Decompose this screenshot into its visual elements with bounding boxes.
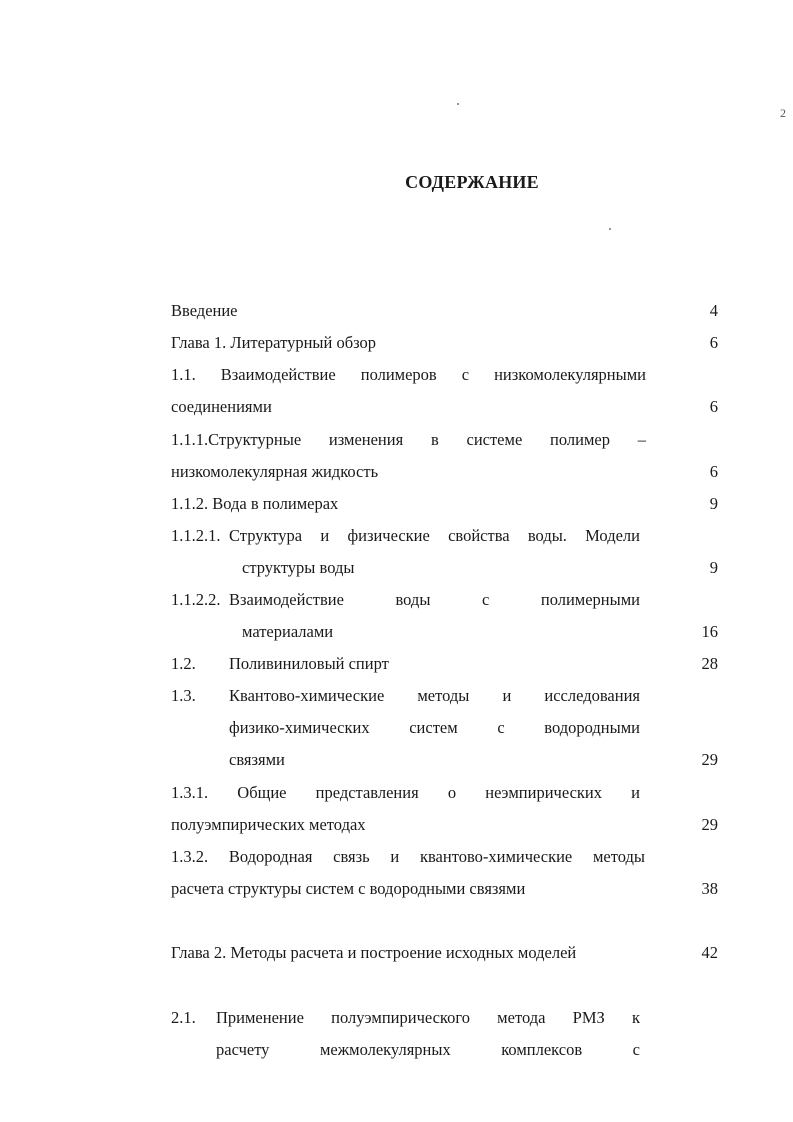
toc-number-1-3: 1.3. — [171, 686, 196, 705]
toc-entry-1-3-line3: связями — [229, 750, 285, 769]
toc-page-1-1-2-1: 9 — [709, 558, 718, 577]
toc-number-1-1-2-2: 1.1.2.2. — [171, 590, 221, 609]
toc-page-intro: 4 — [709, 301, 718, 320]
toc-entry-1-3-1-line1: 1.3.1. Общие представления о неэмпирических и — [171, 783, 640, 802]
toc-entry-1-3-1-line2: полуэмпирических методах — [171, 815, 366, 834]
toc-entry-1-1-2-1-line1: Структура и физические свойства воды. Модели — [229, 526, 640, 545]
scan-speck — [609, 228, 611, 230]
toc-entry-1-3-2-line1: 1.3.2. Водородная связь и квантово-химические методы — [171, 847, 645, 866]
toc-number-2-1: 2.1. — [171, 1008, 196, 1027]
toc-entry-1-1-2-2-line2: материалами — [242, 622, 334, 641]
page-title: СОДЕРЖАНИЕ — [405, 172, 539, 192]
toc-entry-ch2: Глава 2. Методы расчета и построение исходных моделей — [171, 943, 577, 962]
toc-entry-1-1-line1: 1.1. Взаимодействие полимеров с низкомолекулярными — [171, 365, 646, 384]
toc-entry-1-3-line2: физико-химических систем с водородными — [229, 718, 640, 737]
page-number: 2 — [780, 106, 786, 120]
toc-number-1-1-2-1: 1.1.2.1. — [171, 526, 221, 545]
toc-page-1-1-2-2: 16 — [701, 622, 718, 641]
toc-page-1-1: 6 — [709, 397, 718, 416]
toc-entry-1-1-1-line2: низкомолекулярная жидкость — [171, 462, 379, 481]
toc-page-ch2: 42 — [701, 943, 718, 962]
toc-entry-1-1-1-line1: 1.1.1.Структурные изменения в системе полимер – — [171, 430, 646, 449]
toc-page-1-3: 29 — [701, 750, 718, 769]
toc-entry-1-3-line1: Квантово-химические методы и исследования — [229, 686, 640, 705]
toc-page-1-3-1: 29 — [701, 815, 718, 834]
toc-entry-1-1-line2: соединениями — [171, 397, 272, 416]
toc-page-1-3-2: 38 — [701, 879, 718, 898]
toc-page-1-2: 28 — [701, 654, 718, 673]
toc-entry-1-1-2-1-line2: структуры воды — [242, 558, 355, 577]
toc-page-ch1: 6 — [709, 333, 718, 352]
toc-entry-ch1: Глава 1. Литературный обзор — [171, 333, 377, 352]
toc-entry-2-1-line1: Применение полуэмпирического метода РМЗ к — [216, 1008, 640, 1027]
toc-entry-intro: Введение — [171, 301, 238, 320]
scan-speck — [457, 103, 459, 105]
toc-entry-1-3-2-line2: расчета структуры систем с водородными связями — [171, 879, 526, 898]
toc-number-1-2: 1.2. — [171, 654, 196, 673]
toc-entry-1-1-2-2-line1: Взаимодействие воды с полимерными — [229, 590, 640, 609]
toc-page-1-1-2: 9 — [709, 494, 718, 513]
toc-entry-2-1-line2: расчету межмолекулярных комплексов с — [216, 1040, 640, 1059]
toc-page-1-1-1: 6 — [709, 462, 718, 481]
toc-entry-1-2: Поливиниловый спирт — [229, 654, 389, 673]
toc-entry-1-1-2: 1.1.2. Вода в полимерах — [171, 494, 339, 513]
